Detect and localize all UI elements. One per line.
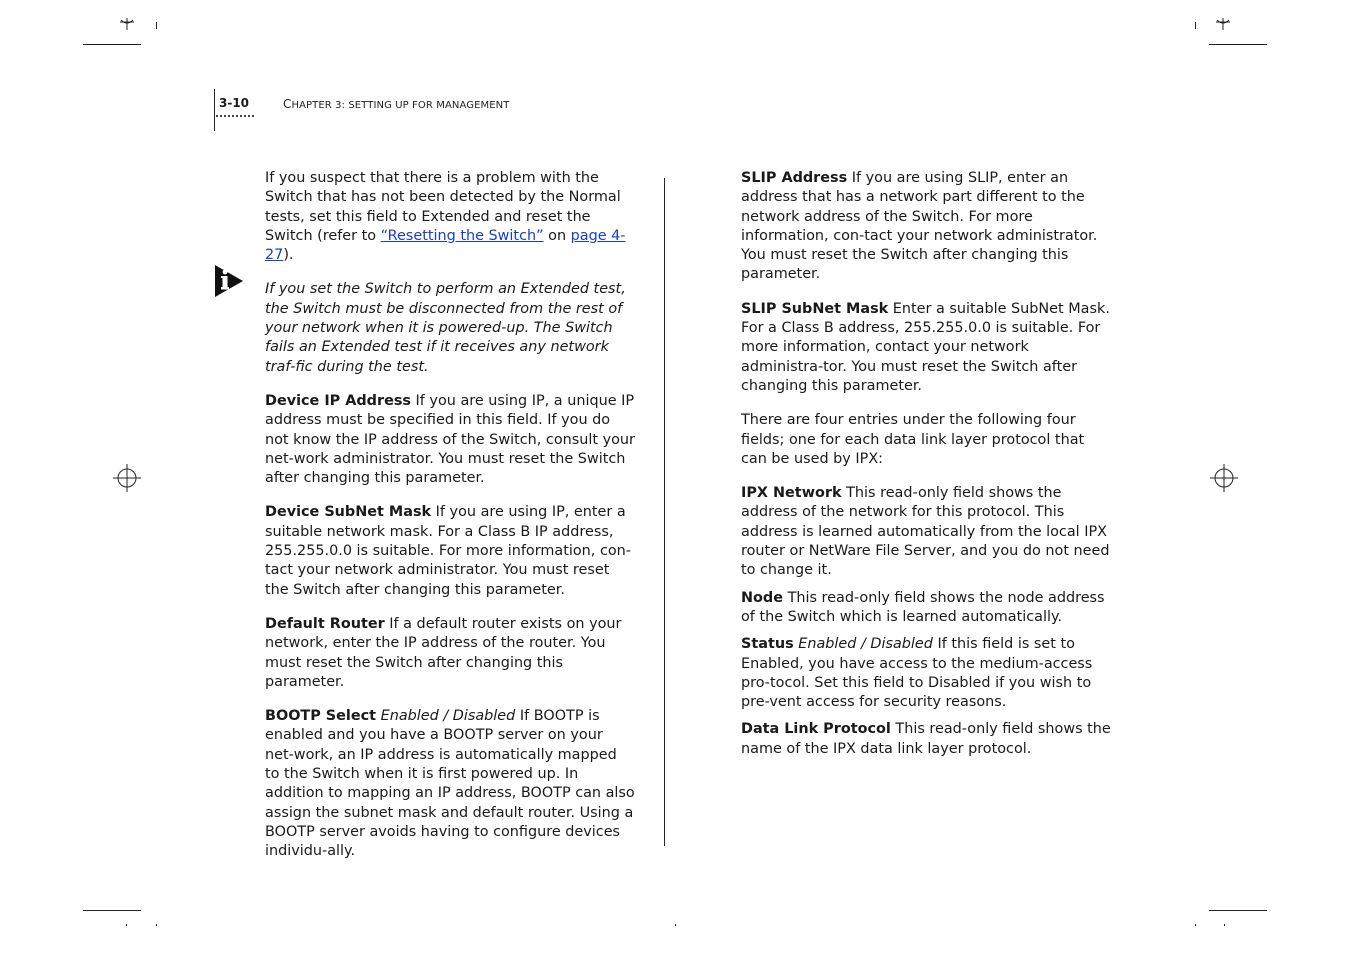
registration-mark-top-right bbox=[1213, 16, 1233, 32]
device-subnet-paragraph: Device SubNet Mask If you are using IP, enter a suitable network mask. For a Class B IP address, 255.255.0.0 is suitable. For more information, con-tact your network administrator. You must reset the Switch after changing this parameter. bbox=[265, 504, 631, 598]
right-column bbox=[741, 169, 1111, 767]
page-number-bar bbox=[214, 89, 215, 131]
default-router-paragraph: Default Router If a default router exists on your network, enter the IP address of the router. You must reset the Switch after changing this parameter. bbox=[265, 615, 622, 690]
ipx-network-paragraph: IPX Network This read-only field shows the address of the network for this protocol. This address is learned automatically from the local IPX router or NetWare File Server, and you do not need to change it. bbox=[741, 485, 1110, 579]
crop-mark-top-right bbox=[1209, 44, 1267, 45]
page-number-dots bbox=[216, 115, 254, 117]
chapter-title: CHAPTER 3: SETTING UP FOR MANAGEMENT bbox=[283, 97, 510, 111]
status-paragraph: Status Enabled / Disabled If this field is set to Enabled, you have access to the medium-access pro-tocol. Set this field to Disabled if you wish to pre-vent access for security reasons. bbox=[741, 636, 1093, 711]
node-paragraph: Node This read-only field shows the node address of the Switch which is learned automatically. bbox=[741, 589, 1105, 625]
left-column bbox=[265, 169, 635, 877]
slip-address-paragraph: SLIP Address If you are using SLIP, enter an address that has a network part different to the network address of the Switch. For more information, con-tact your network administrator. You must reset the Switch after changing this parameter. bbox=[741, 170, 1098, 283]
registration-mark-left bbox=[112, 463, 142, 493]
page-number: 3-10 bbox=[219, 96, 250, 110]
crop-tick-top-right bbox=[1195, 22, 1196, 29]
registration-mark-right bbox=[1209, 463, 1239, 493]
info-icon bbox=[214, 264, 244, 298]
page-header bbox=[214, 95, 614, 135]
crop-dot-bottom-3 bbox=[675, 924, 676, 926]
resetting-switch-link[interactable]: “Resetting the Switch” bbox=[380, 227, 544, 244]
column-divider bbox=[664, 178, 665, 846]
note-paragraph: If you set the Switch to perform an Extended test, the Switch must be disconnected from the rest of your network when it is powered-up. The Switch fails an Extended test if it receives any network traf-fic during the test. bbox=[265, 281, 626, 375]
registration-mark-top-left bbox=[117, 16, 137, 32]
crop-dot-bottom-2 bbox=[156, 924, 157, 926]
crop-dot-bottom-1 bbox=[126, 924, 127, 926]
page-link[interactable]: page 4-27 bbox=[265, 227, 626, 264]
crop-mark-top-left bbox=[83, 44, 141, 45]
intro-paragraph: If you suspect that there is a problem with the Switch that has not been detected by the Normal tests, set this field to Extended and reset the Switch (refer to “Resetting the Switch” on page 4-27). bbox=[265, 170, 626, 264]
data-link-paragraph: Data Link Protocol This read-only field shows the name of the IPX data link layer protocol. bbox=[741, 721, 1111, 757]
crop-dot-bottom-5 bbox=[1224, 924, 1225, 926]
device-ip-paragraph: Device IP Address If you are using IP, a unique IP address must be specified in this field. If you do not know the IP address of the Switch, consult your net-work administrator. You must reset the Switch after changing this parameter. bbox=[265, 392, 635, 487]
crop-mark-bottom-left bbox=[83, 910, 141, 911]
slip-subnet-paragraph: SLIP SubNet Mask Enter a suitable SubNet Mask. For a Class B address, 255.255.0.0 is suitable. For more information, contact your network administra-tor. You must reset the Switch after changing this parameter. bbox=[741, 300, 1110, 394]
four-entries-paragraph: There are four entries under the following four fields; one for each data link layer protocol that can be used by IPX: bbox=[741, 412, 1085, 467]
bootp-paragraph: BOOTP Select Enabled / Disabled If BOOTP is enabled and you have a BOOTP server on your net-work, an IP address is automatically mapped to the Switch when it is first powered up. In addition to mapping an IP address, BOOTP can also assign the subnet mask and default router. Using a BOOTP server avoids having to configure devices individu-ally. bbox=[265, 708, 635, 860]
crop-mark-bottom-right bbox=[1209, 910, 1267, 911]
crop-tick-top-left bbox=[156, 22, 157, 29]
crop-dot-bottom-4 bbox=[1195, 924, 1196, 926]
